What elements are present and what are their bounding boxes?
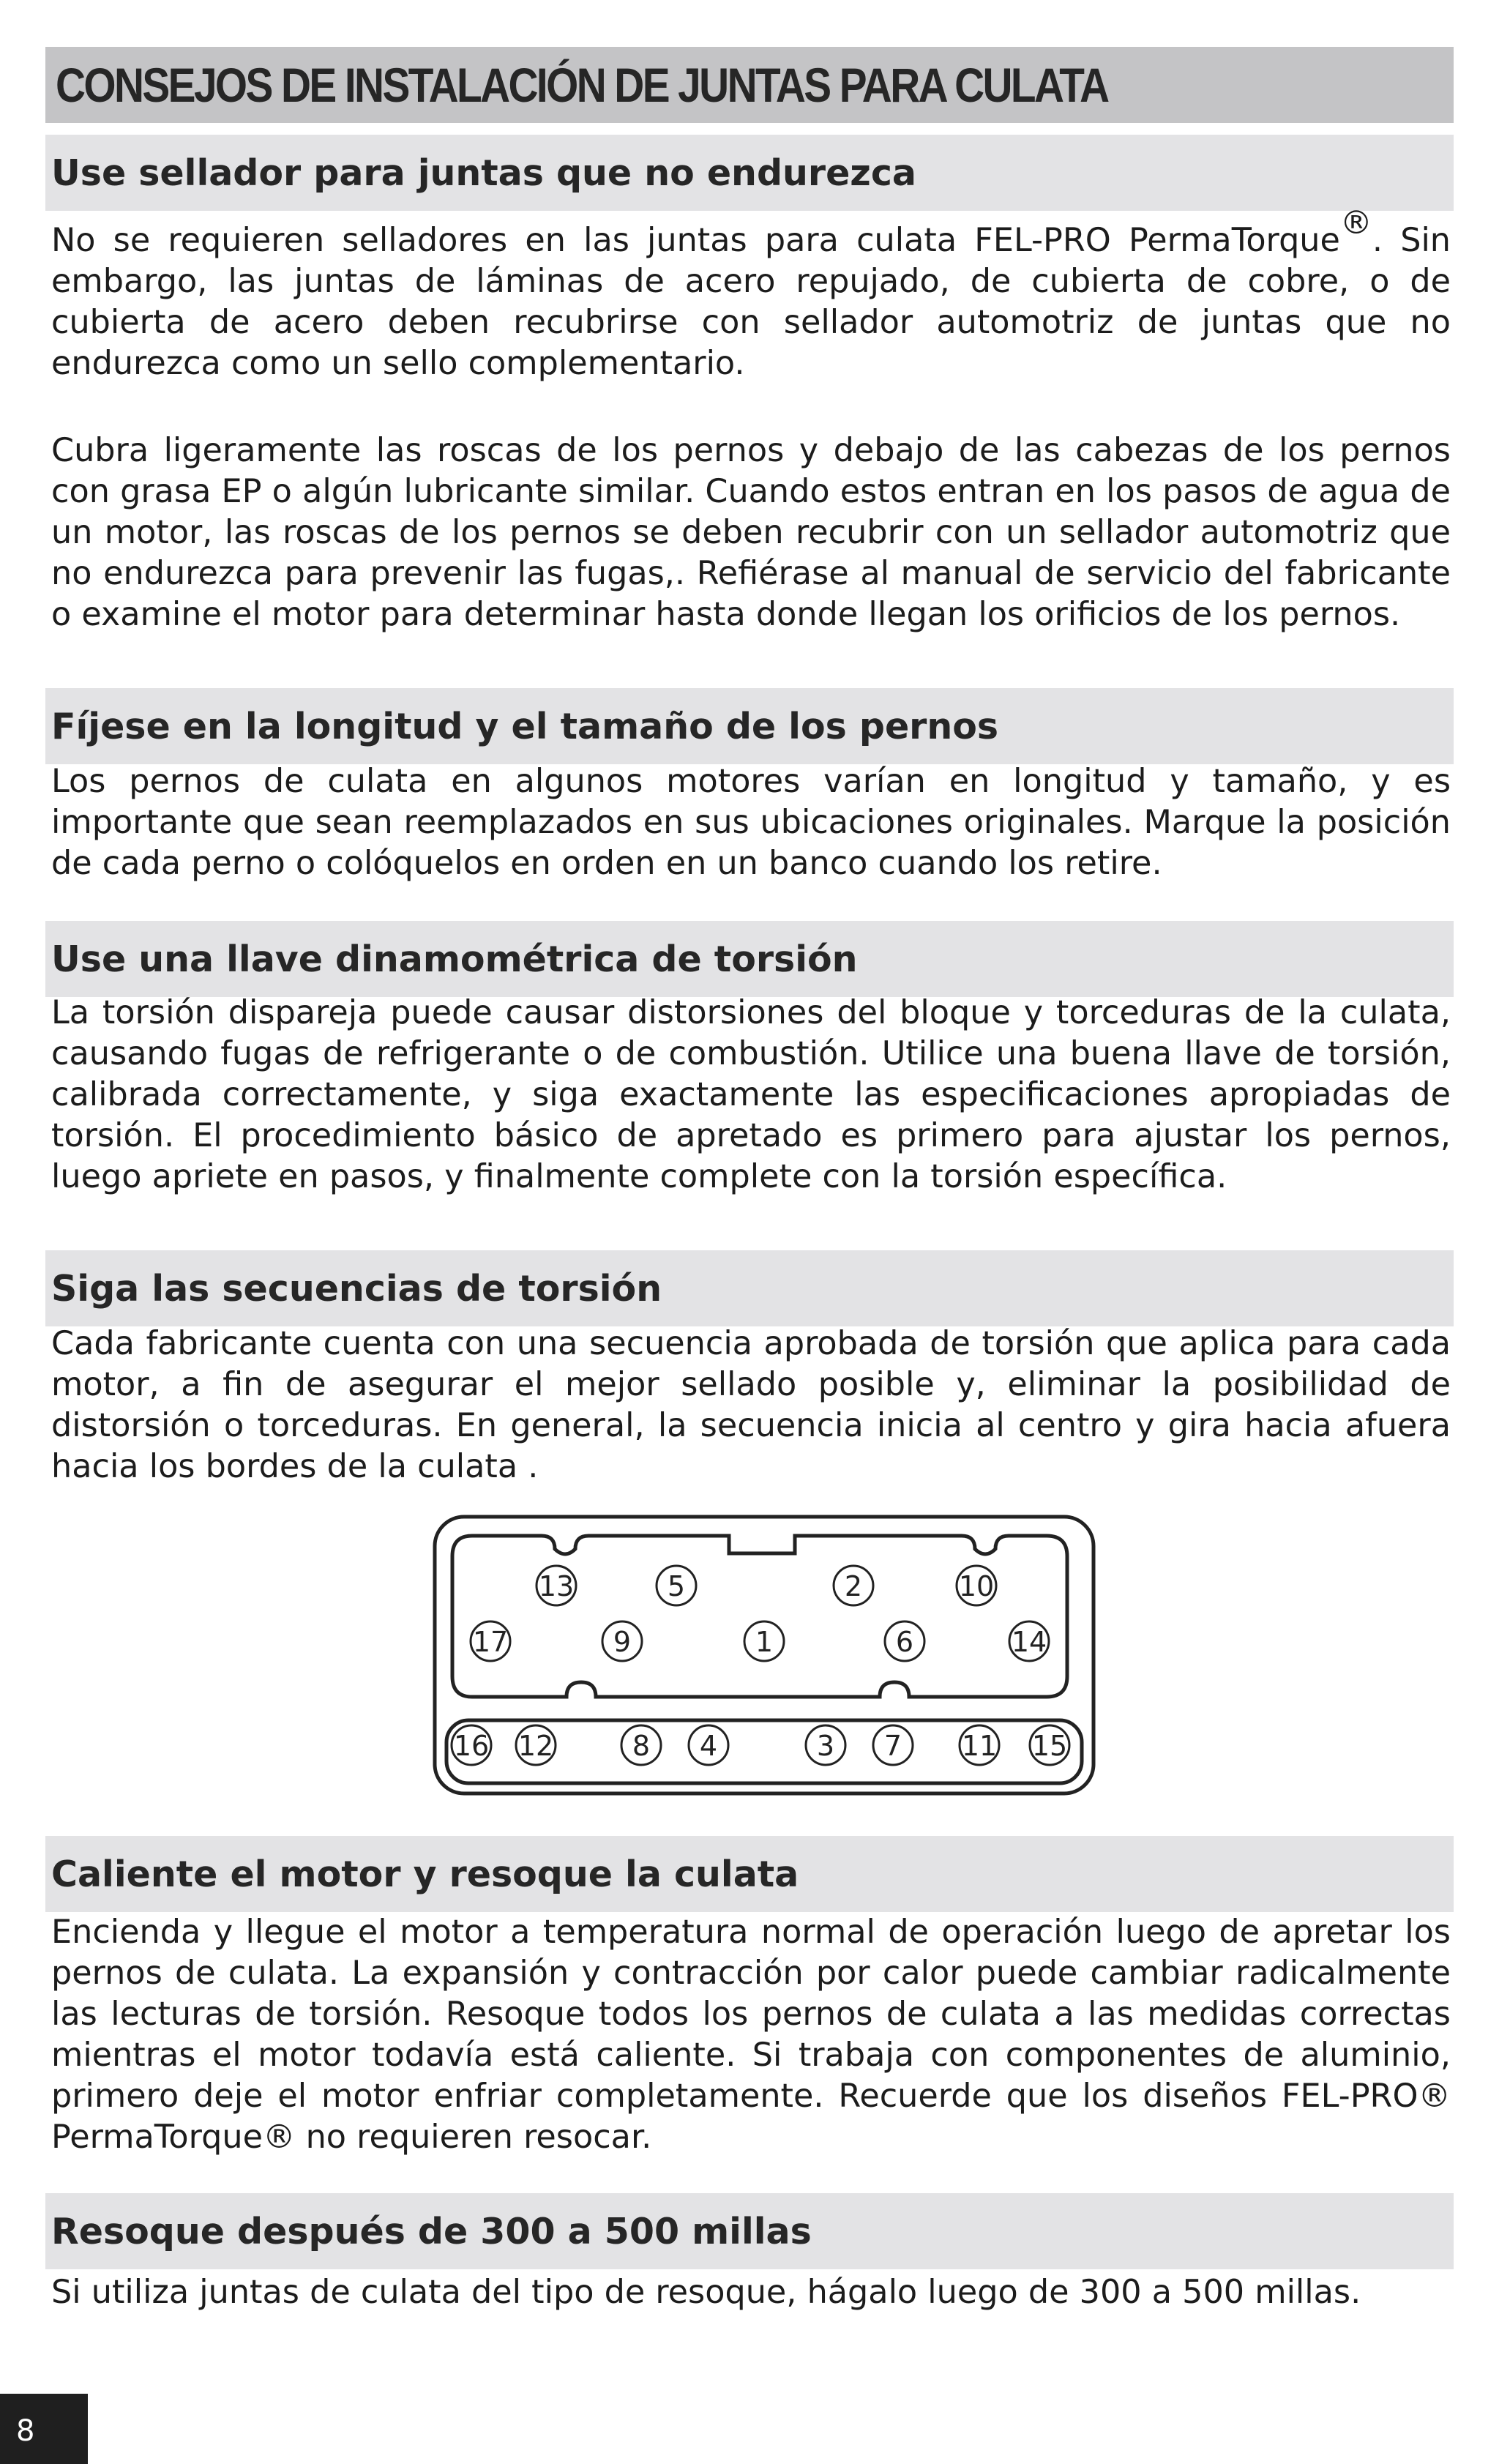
bolt-label: 16 xyxy=(453,1730,490,1762)
bolt-label: 5 xyxy=(667,1570,686,1602)
bolt-label: 8 xyxy=(632,1730,651,1762)
cylinder-head-body xyxy=(452,1536,1067,1697)
page-title: CONSEJOS DE INSTALACIÓN DE JUNTAS PARA CULATA xyxy=(56,58,1108,112)
page-number: 8 xyxy=(0,2394,88,2464)
paragraph-text-tail: . Sin embargo, las juntas de láminas de acero repujado, de cubierta de cobre, o de cubierta de acero deben recubrirse con sellador automotriz de juntas que no endurezca como un sello complementario. xyxy=(51,222,1451,382)
bolt-label: 11 xyxy=(961,1730,998,1762)
registered-mark: ® xyxy=(1339,204,1372,242)
bolt-label: 10 xyxy=(958,1570,995,1602)
bolt-label: 3 xyxy=(816,1730,835,1762)
section-paragraph-torque-wrench: La torsión dispareja puede causar distorsiones del bloque y torceduras de la culata, causando fugas de refrigerante o de combustión. Utilice una buena llave de torsión, calibrada correctamente, y siga exactamente las especificaciones apropiadas de torsión. El procedimiento básico de apretado es primero para ajustar los pernos, luego apriete en pasos, y finalmente complete con la torsión específica. xyxy=(51,994,1451,1195)
section-paragraph-torque-sequence: Cada fabricante cuenta con una secuencia aprobada de torsión que aplica para cada motor, a fin de asegurar el mejor sellado posible y, eliminar la posibilidad de distorsión o torceduras. En general, la secuencia inicia al centro y gira hacia afuera hacia los bordes de la culata . xyxy=(51,1325,1451,1485)
bolt-label: 12 xyxy=(517,1730,554,1762)
section-paragraph-retorque-miles: Si utiliza juntas de culata del tipo de resoque, hágalo luego de 300 a 500 millas. xyxy=(51,2274,1361,2311)
section-heading-sealant: Use sellador para juntas que no endurezca xyxy=(45,135,1454,211)
bolt-label: 9 xyxy=(613,1626,632,1658)
bolt-label: 15 xyxy=(1031,1730,1068,1762)
bolt-label: 7 xyxy=(883,1730,902,1762)
section-heading-warm-engine: Caliente el motor y resoque la culata xyxy=(45,1836,1454,1912)
section-paragraph-bolt-length: Los pernos de culata en algunos motores varían en longitud y tamaño, y es importante que sean reemplazados en sus ubicaciones originales. Marque la posición de cada perno o colóquelos en orden en un banco cuando los retire. xyxy=(51,763,1451,882)
section-paragraph-sealant-1 xyxy=(51,204,1451,384)
bolt-label: 2 xyxy=(844,1570,863,1602)
section-heading-retorque-miles: Resoque después de 300 a 500 millas xyxy=(45,2193,1454,2269)
torque-sequence-diagram xyxy=(425,1509,1105,1802)
bolt-label: 17 xyxy=(472,1626,509,1658)
section-heading-torque-wrench: Use una llave dinamométrica de torsión xyxy=(45,921,1454,997)
section-heading-bolt-length: Fíjese en la longitud y el tamaño de los pernos xyxy=(45,688,1454,764)
section-heading-torque-sequence: Siga las secuencias de torsión xyxy=(45,1250,1454,1326)
bolt-label: 6 xyxy=(895,1626,914,1658)
bolt-label: 4 xyxy=(699,1730,718,1762)
title-bar xyxy=(45,47,1454,123)
bolt-label: 13 xyxy=(538,1570,575,1602)
paragraph-text: No se requieren selladores en las juntas para culata FEL-PRO PermaTorque xyxy=(51,222,1340,259)
section-paragraph-sealant-2: Cubra ligeramente las roscas de los pernos y debajo de las cabezas de los pernos con grasa EP o algún lubricante similar. Cuando estos entran en los pasos de agua de un motor, las roscas de los pernos se deben recubrir con un sellador automotriz que no endurezca para prevenir las fugas,. Refiérase al manual de servicio del fabricante o examine el motor para determinar hasta donde llegan los orificios de los pernos. xyxy=(51,432,1451,633)
section-paragraph-warm-engine: Encienda y llegue el motor a temperatura normal de operación luego de apretar los pernos de culata. La expansión y contracción por calor puede cambiar radicalmente las lecturas de torsión. Resoque todos los pernos de culata a las medidas correctas mientras el motor todavía está caliente. Si trabaja con componentes de aluminio, primero deje el motor enfriar completamente. Recuerde que los diseños FEL-PRO® PermaTorque® no requieren resocar. xyxy=(51,1914,1451,2156)
bolt-label: 14 xyxy=(1011,1626,1047,1658)
bolt-label: 1 xyxy=(755,1626,774,1658)
